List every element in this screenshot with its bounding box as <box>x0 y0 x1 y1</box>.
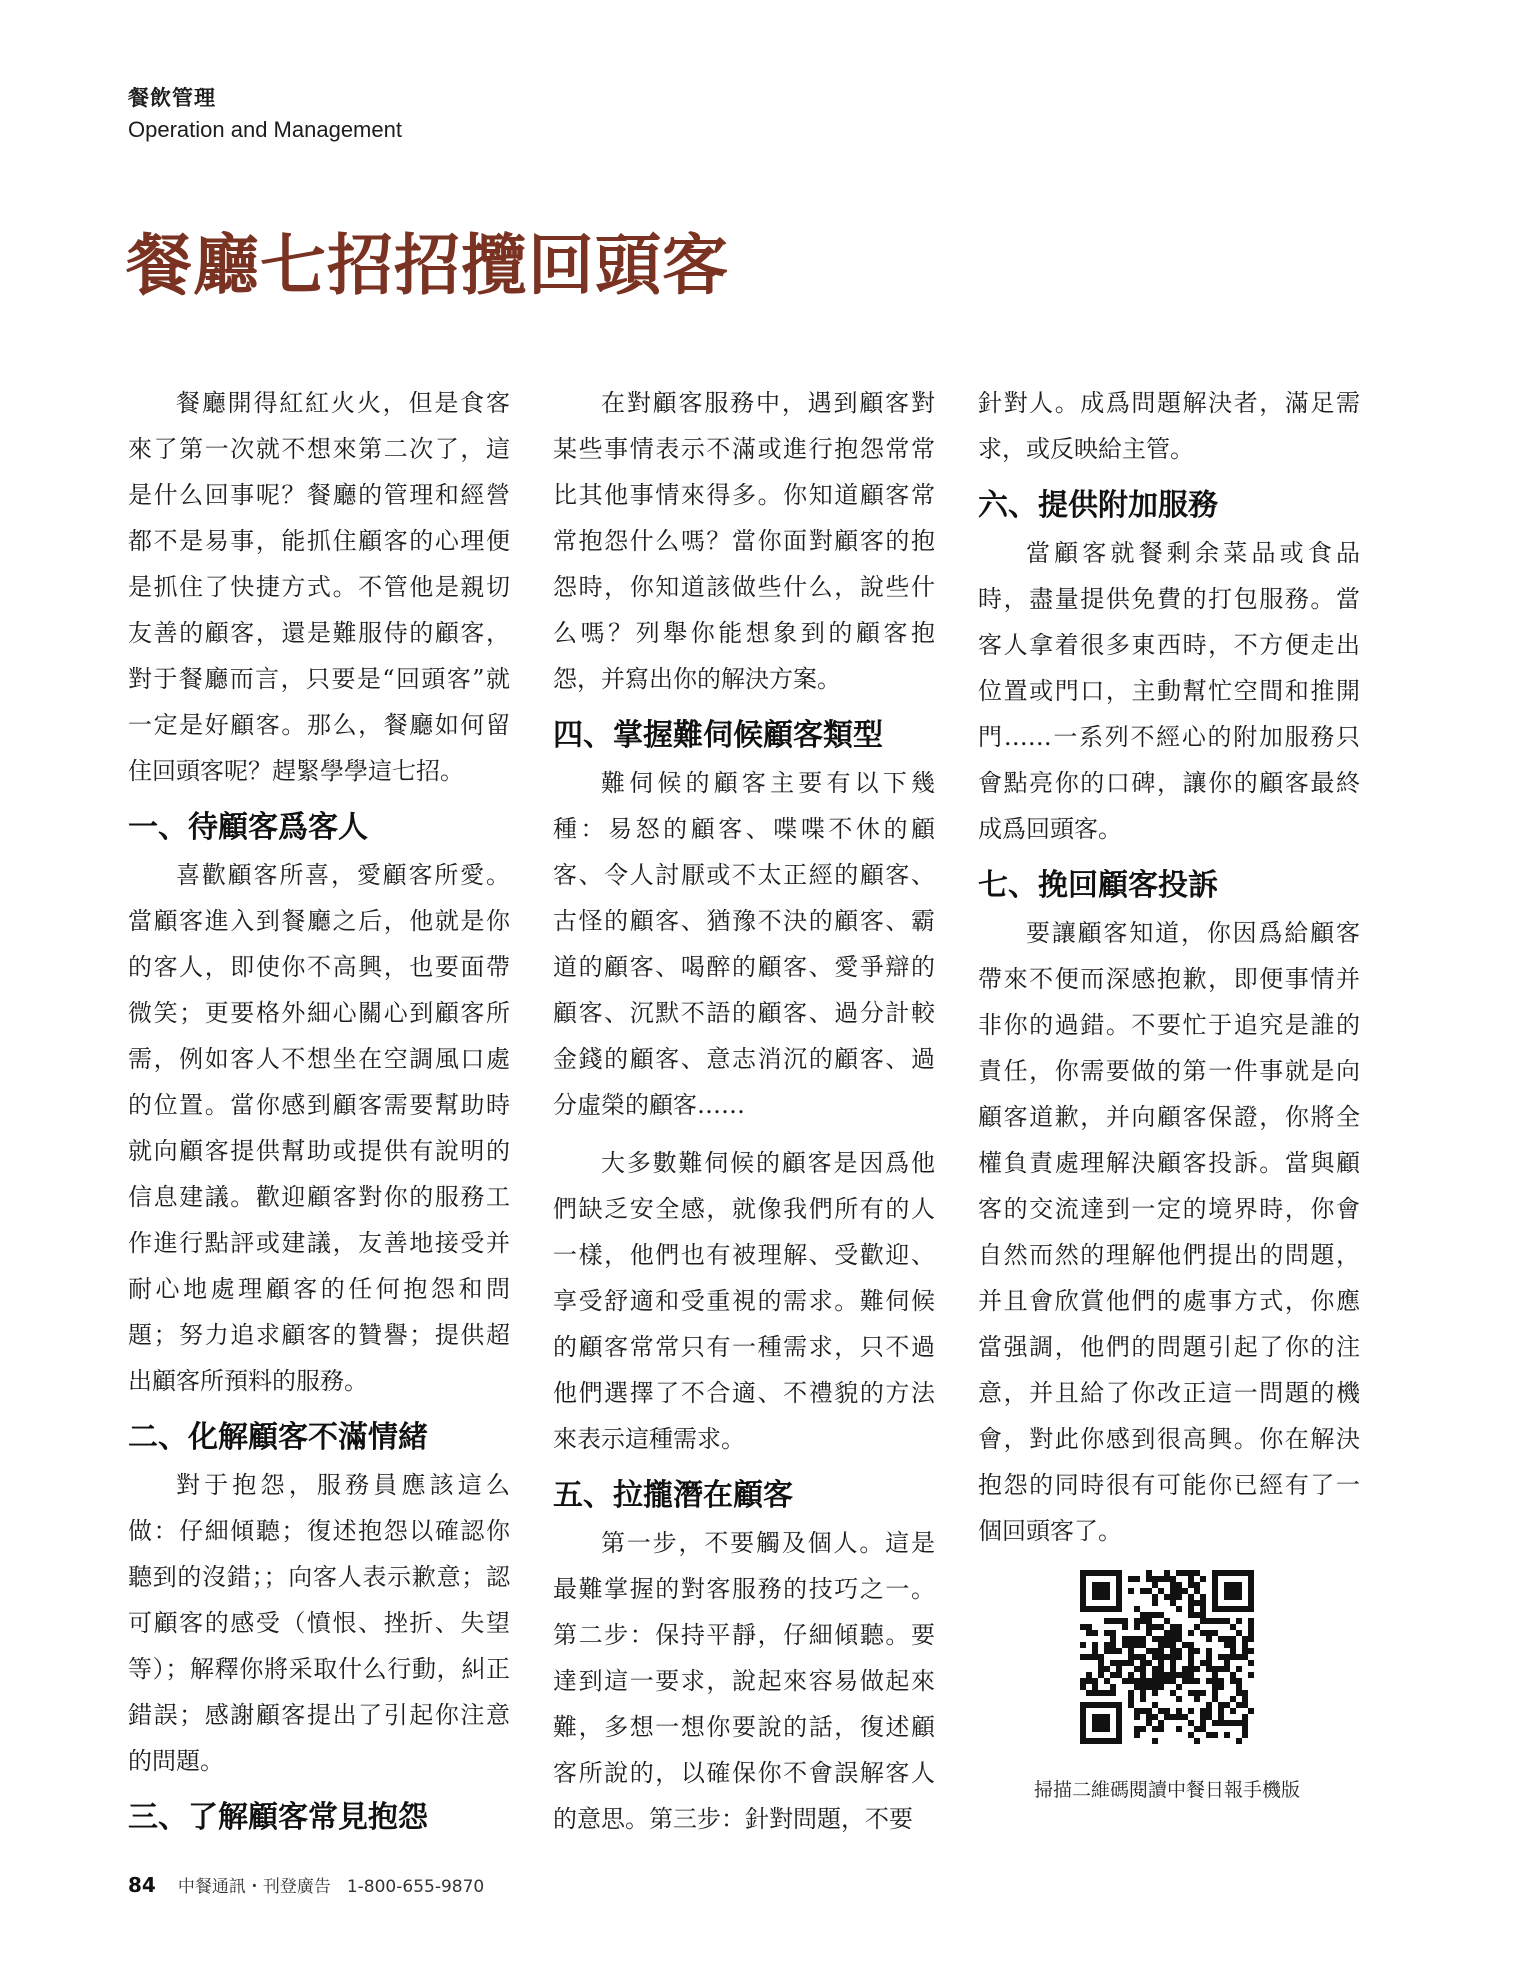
article-column-1 <box>128 380 510 1842</box>
heading-6: 六、提供附加服務 <box>978 488 1218 523</box>
page-footer <box>128 1872 484 1897</box>
heading-4: 四、掌握難伺候顧客類型 <box>553 718 883 753</box>
paragraph-4a: 難伺候的顧客主要有以下幾種：易怒的顧客、喋喋不休的顧客、令人討厭或不太正經的顧客、古怪的顧客、猶豫不決的顧客、霸道的顧客、喝醉的顧客、愛爭辯的顧客、沉默不語的顧客、過分計較金錢的顧客、意志消沉的顧客、過分虛榮的顧客…… <box>553 769 935 1119</box>
article-title: 餐廳七招招攬回頭客 <box>126 226 729 304</box>
heading-3: 三、了解顧客常見抱怨 <box>128 1800 428 1835</box>
article-column-2 <box>553 380 935 1842</box>
paragraph-5: 第一步，不要觸及個人。這是最難掌握的對客服務的技巧之一。第二步：保持平靜，仔細傾聽。要達到這一要求，說起來容易做起來難，多想一想你要說的話，復述顧客所說的，以確保你不會誤解客人的意思。第三步：針對問題，不要 <box>553 1529 935 1833</box>
heading-5: 五、拉攏潛在顧客 <box>553 1478 793 1513</box>
page-number: 84 <box>128 1873 156 1897</box>
section-label-chinese: 餐飲管理 <box>128 86 216 110</box>
paragraph-3: 在對顧客服務中，遇到顧客對某些事情表示不滿或進行抱怨常常比其他事情來得多。你知道顧客常常抱怨什么嗎？當你面對顧客的抱怨時，你知道該做些什么，說些什么嗎？列舉你能想象到的顧客抱怨，并寫出你的解決方案。 <box>553 389 935 693</box>
paragraph-6: 當顧客就餐剩余菜品或食品時，盡量提供免費的打包服務。當客人拿着很多東西時，不方便走出位置或門口，主動幫忙空間和推開門……一系列不經心的附加服務只會點亮你的口碑，讓你的顧客最終成爲回頭客。 <box>978 539 1360 843</box>
footer-phone: 1-800-655-9870 <box>346 1877 485 1897</box>
qr-caption: 掃描二維碼閱讀中餐日報手機版 <box>1033 1779 1300 1801</box>
intro-paragraph: 餐廳開得紅紅火火，但是食客來了第一次就不想來第二次了，這是什么回事呢？餐廳的管理和經營都不是易事，能抓住顧客的心理便是抓住了快捷方式。不管他是親切友善的顧客，還是難服侍的顧客，對于餐廳而言，只要是“回頭客”就一定是好顧客。那么，餐廳如何留住回頭客呢？趕緊學學這七招。 <box>128 389 510 785</box>
section-label-english: Operation and Management <box>128 117 402 142</box>
paragraph-7: 要讓顧客知道，你因爲給顧客帶來不便而深感抱歉，即便事情并非你的過錯。不要忙于追究是誰的責任，你需要做的第一件事就是向顧客道歉，并向顧客保證，你將全權負責處理解決顧客投訴。當與顧客的交流達到一定的境界時，你會自然而然的理解他們提出的問題，并且會欣賞他們的處事方式，你應當强調，他們的問題引起了你的注意，并且給了你改正這一問題的機會，對此你感到很高興。你在解決抱怨的同時很有可能你已經有了一個回頭客了。 <box>978 919 1360 1545</box>
paragraph-4b: 大多數難伺候的顧客是因爲他們缺乏安全感，就像我們所有的人一樣，他們也有被理解、受歡迎、享受舒適和受重視的需求。難伺候的顧客常常只有一種需求，只不過他們選擇了不合適、不禮貌的方法來表示這種需求。 <box>553 1149 935 1453</box>
paragraph-1: 喜歡顧客所喜，愛顧客所愛。當顧客進入到餐廳之后，他就是你的客人，即使你不高興，也要面帶微笑；更要格外細心關心到顧客所需，例如客人不想坐在空調風口處的位置。當你感到顧客需要幫助時就向顧客提供幫助或提供有說明的信息建議。歡迎顧客對你的服務工作進行點評或建議，友善地接受并耐心地處理顧客的任何抱怨和問題；努力追求顧客的贊譽；提供超出顧客所預料的服務。 <box>128 861 510 1395</box>
qr-code[interactable] <box>1080 1570 1254 1744</box>
article-column-3 <box>978 380 1360 1554</box>
heading-7: 七、挽回顧客投訴 <box>978 868 1218 903</box>
heading-1: 一、待顧客爲客人 <box>128 810 368 845</box>
footer-text: 中餐通訊・刊登廣告 <box>177 1877 331 1897</box>
heading-2: 二、化解顧客不滿情緒 <box>128 1420 428 1455</box>
paragraph-2: 對于抱怨，服務員應該這么做：仔細傾聽；復述抱怨以確認你聽到的沒錯；；向客人表示歉意；認可顧客的感受（憤恨、挫折、失望等）；解釋你將采取什么行動，糾正錯誤；感謝顧客提出了引起你注意的問題。 <box>128 1471 510 1775</box>
paragraph-5-continued: 針對人。成爲問題解決者，滿足需求，或反映給主管。 <box>978 389 1360 463</box>
